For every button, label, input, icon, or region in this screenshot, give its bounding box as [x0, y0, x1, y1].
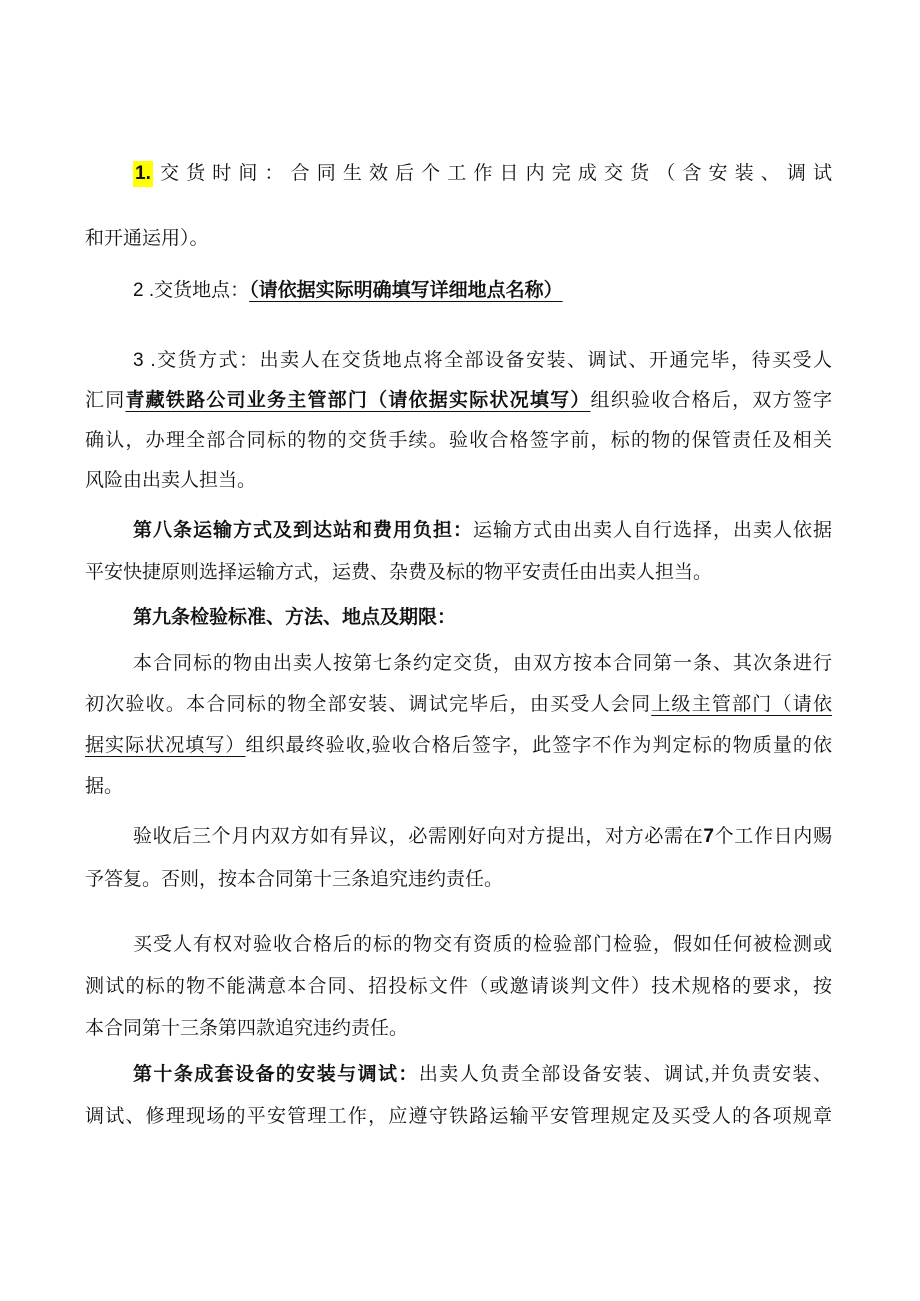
text-run: 组织验收合格后，双方签字 [590, 390, 832, 411]
text-run: 交货方式：出卖人在交货地点将全部设备安装、调试、开通完毕，待买受人 [155, 350, 832, 371]
text-line [85, 510, 832, 552]
paragraph [85, 271, 832, 311]
text-line [85, 815, 832, 858]
paragraph [85, 643, 832, 807]
clause-heading: 第八条运输方式及到达站和费用负担： [133, 520, 473, 541]
text-line [85, 271, 832, 311]
text-line [85, 597, 832, 639]
text-run: 组织最终验收,验收合格后签字，此签字不作为判定标的物质量的依 [245, 735, 832, 756]
text-run: 风险由出卖人担当。 [85, 470, 257, 491]
text-run: 个工作日内赐 [713, 826, 832, 847]
paragraph [85, 510, 832, 594]
text-line [85, 725, 832, 766]
text-run: 买受人有权对验收合格后的标的物交有资质的检验部门检验，假如任何被检测或 [133, 934, 832, 955]
text-run: 和开通运用）。 [85, 228, 209, 249]
text-line [85, 924, 832, 966]
clause-heading: 第十条成套设备的安装与调试： [133, 1064, 419, 1085]
fill-in-blank: （请依据实际明确填写详细地点名称） [249, 280, 563, 301]
text-run: 据。 [85, 776, 124, 797]
text-run: 出卖人负责全部设备安装、调试,并负责安装、 [418, 1064, 832, 1085]
text-line [85, 766, 832, 807]
fill-in-blank: 上级主管部门（请依 [651, 694, 832, 715]
text-line [85, 684, 832, 725]
text-run: 本合同标的物由出卖人按第七条约定交货，由双方按本合同第一条、其次条进行 [133, 653, 832, 674]
text-run: 运输方式由出卖人自行选择，出卖人依据 [473, 520, 832, 541]
text-line [85, 141, 832, 206]
text-run: 交货时间：合同生效后个工作日内完成交货（含安装、调试 [152, 163, 832, 184]
paragraph [85, 141, 832, 271]
paragraph [85, 815, 832, 901]
clause-heading: 第九条检验标准、方法、地点及期限： [133, 607, 457, 628]
text-line [85, 1008, 832, 1050]
text-run: 交货地点： [154, 280, 250, 301]
text-run: 测试的标的物不能满意本合同、招投标文件（或邀请谈判文件）技术规格的要求，按 [85, 976, 832, 997]
text-line [85, 966, 832, 1008]
text-line [85, 206, 832, 271]
text-run: 本合同第十三条第四款追究违约责任。 [85, 1018, 409, 1039]
paragraph [85, 341, 832, 501]
text-line [85, 552, 832, 594]
text-run: 汇同 [85, 390, 126, 411]
text-line [85, 341, 832, 381]
text-line [85, 1096, 832, 1138]
text-line [85, 643, 832, 684]
list-number: 3 . [133, 350, 156, 371]
inline-number: 7 [703, 826, 714, 847]
text-run: 予答复。否则，按本合同第十三条追究违约责任。 [85, 869, 504, 890]
text-run: 平安快捷原则选择运输方式，运费、杂费及标的物平安责任由出卖人担当。 [85, 562, 713, 583]
text-run: 初次验收。本合同标的物全部安装、调试完毕后，由买受人会同 [85, 694, 652, 715]
text-line [85, 858, 832, 901]
text-run: 确认，办理全部合同标的物的交货手续。验收合格签字前，标的物的保管责任及相关 [85, 430, 832, 451]
fill-in-blank: 青藏铁路公司业务主管部门（请依据实际状况填写） [125, 390, 591, 411]
paragraph [85, 597, 832, 639]
text-run: 验收后三个月内双方如有异议，必需刚好向对方提出，对方必需在 [133, 826, 704, 847]
paragraph [85, 924, 832, 1050]
paragraph [85, 1054, 832, 1138]
text-run: 调试、修理现场的平安管理工作，应遵守铁路运输平安管理规定及买受人的各项规章 [85, 1106, 832, 1127]
highlighted-list-number: 1. [133, 161, 153, 187]
text-line [85, 1054, 832, 1096]
text-line [85, 381, 832, 421]
list-number: 2 . [133, 280, 155, 301]
fill-in-blank: 据实际状况填写） [85, 735, 246, 756]
text-line [85, 461, 832, 501]
text-line [85, 421, 832, 461]
